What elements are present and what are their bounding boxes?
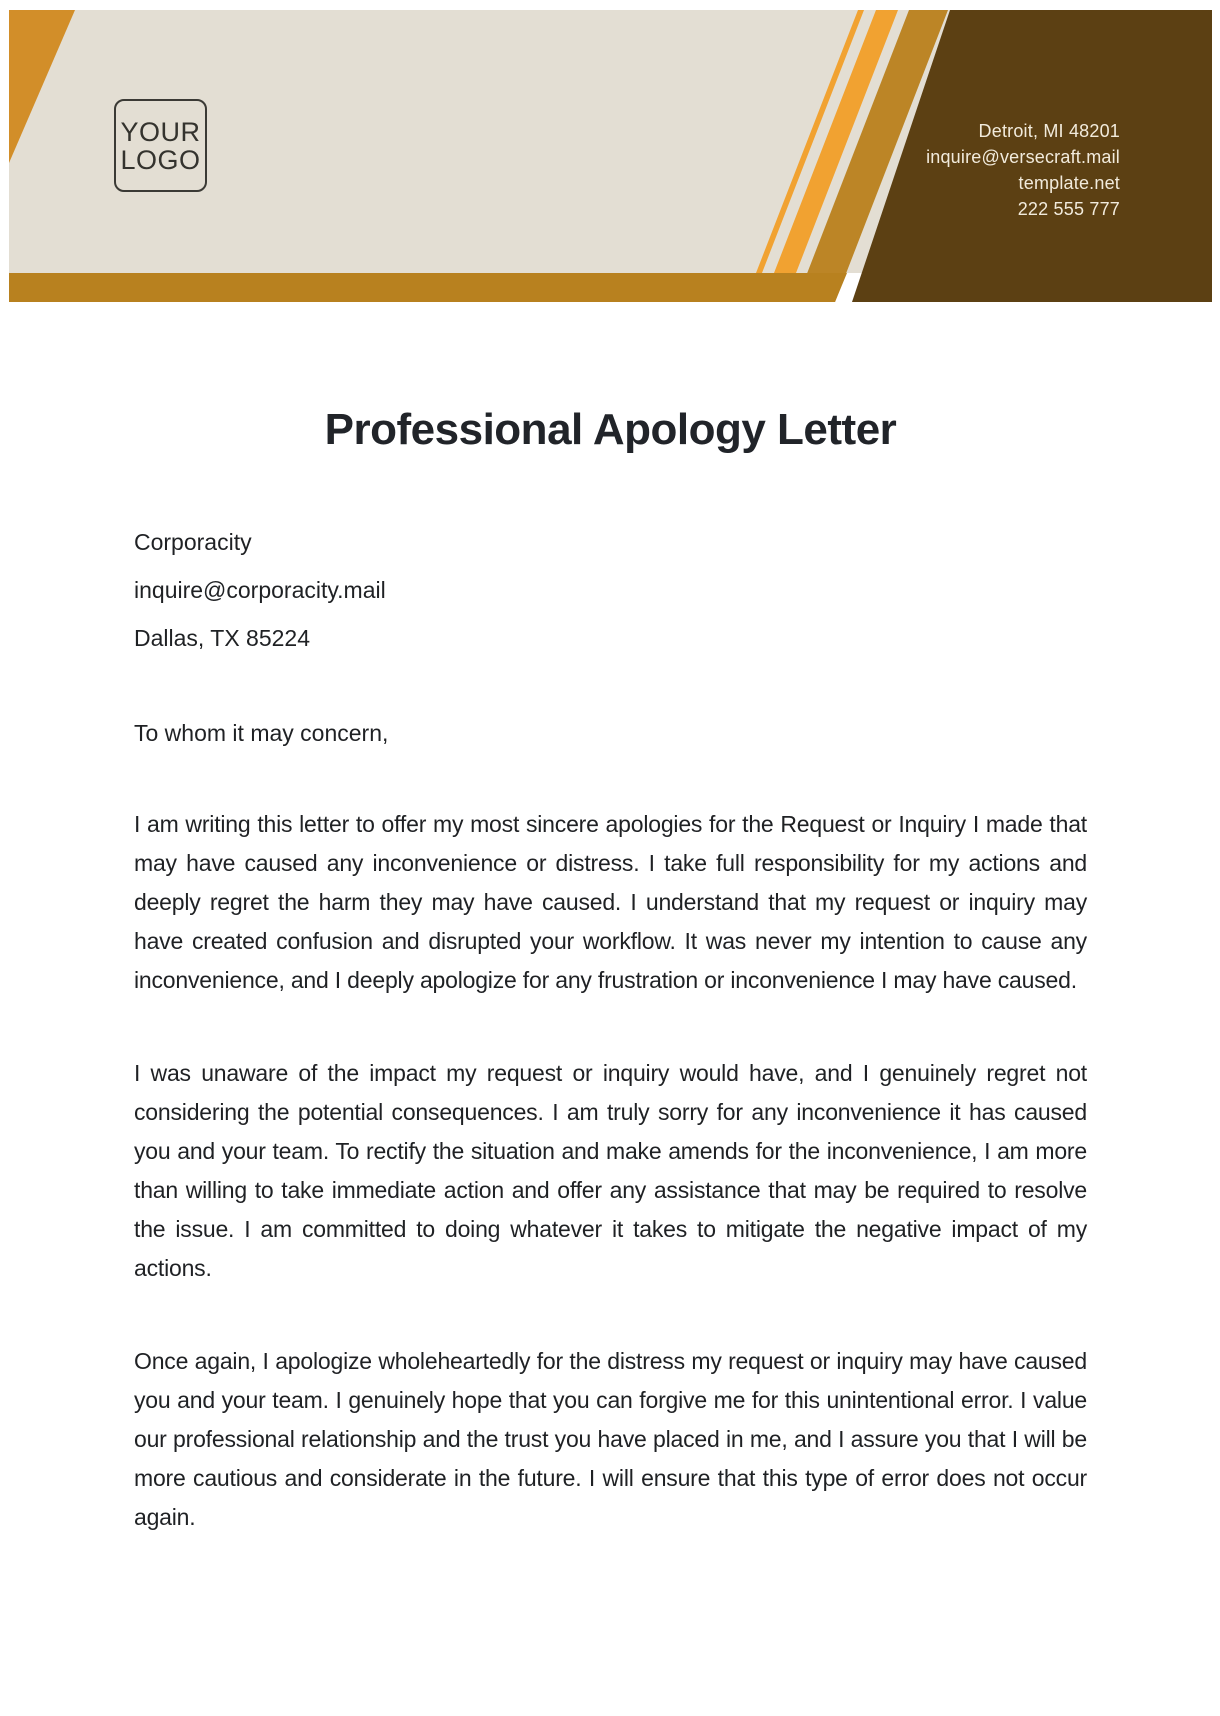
- sender-company: Corporacity: [134, 529, 252, 555]
- sender-email: inquire@corporacity.mail: [134, 577, 386, 603]
- contact-email: inquire@versecraft.mail: [926, 147, 1120, 167]
- salutation: To whom it may concern,: [134, 720, 389, 746]
- contact-phone: 222 555 777: [1017, 199, 1120, 219]
- logo-text-line1: YOUR: [120, 116, 201, 147]
- letter-paragraph: I am writing this letter to offer my most sincere apologies for the Request or Inquiry I made that may have caused any inconvenience or distress. I take full responsibility for my actions and deeply regret the harm they may have caused. I understand that my request or inquiry may have created confusion and disrupted your workflow. It was never my intention to cause any inconvenience, and I deeply apologize for any frustration or inconvenience I may have caused.: [134, 811, 1087, 993]
- letter-body: [134, 0, 1087, 1716]
- sender-block: [134, 527, 1087, 671]
- page-title: Professional Apology Letter: [324, 405, 897, 454]
- logo-text-line2: LOGO: [120, 144, 201, 175]
- sender-location: Dallas, TX 85224: [134, 625, 311, 651]
- letter-paragraphs: [134, 805, 1087, 1591]
- letter-paragraph: Once again, I apologize wholeheartedly for the distress my request or inquiry may have caused you and your team. I genuinely hope that you can forgive me for this unintentional error. I value our professional relationship and the trust you have placed in me, and I assure you that I will be more cautious and considerate in the future. I will ensure that this type of error does not occur again.: [134, 1348, 1087, 1530]
- letter-paragraph: I was unaware of the impact my request or inquiry would have, and I genuinely regret not considering the potential consequences. I am truly sorry for any inconvenience it has caused you and your team. To rectify the situation and make amends for the inconvenience, I am more than willing to take immediate action and offer any assistance that may be required to resolve the issue. I am committed to doing whatever it takes to mitigate the negative impact of my actions.: [134, 1060, 1087, 1281]
- contact-website: template.net: [1018, 173, 1120, 193]
- contact-address: Detroit, MI 48201: [978, 121, 1120, 141]
